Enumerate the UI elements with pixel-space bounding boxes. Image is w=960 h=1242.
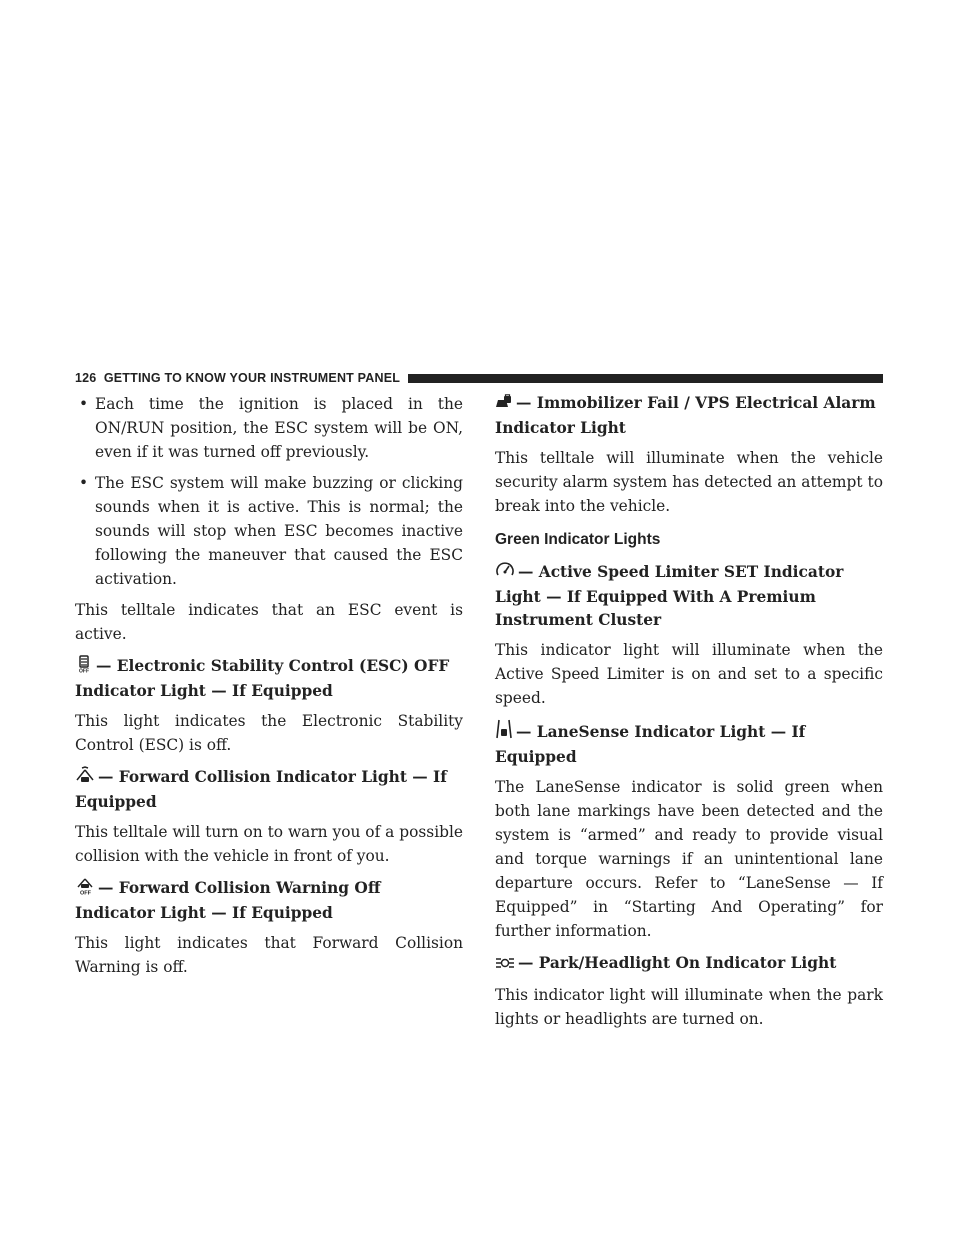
esc-off-body: This light indicates the Electronic Stability Control (ESC) is off. [75,712,463,754]
immobilizer-body: This telltale will illuminate when the vehicle security alarm system has detected an attempt to break into the vehicle. [495,449,883,515]
esc-active-text: This telltale indicates that an ESC event is active. [75,601,463,643]
lanesense-body: The LaneSense indicator is solid green when both lane markings have been detected and the system is “armed” and ready to provide visual and torque warnings if an unintentional lane departure occurs. Refer to “LaneSense — If Equipped” in “Starting And Operating” for further information. [495,778,883,940]
immobilizer-icon [495,394,513,417]
fcw-off-heading-text: — Forward Collision Warning Off Indicator Light — If Equipped [75,879,381,922]
page-number: 126 [75,371,97,385]
esc-off-heading [75,655,463,703]
bullet-dot: • [79,395,89,413]
forward-collision-off-icon [75,877,95,902]
fcw-off-heading [75,877,463,925]
svg-text:OFF: OFF [79,668,89,673]
bullet-text: The ESC system will make buzzing or clicking sounds when it is active. This is normal; the sounds will stop when ESC becomes inactive following the maneuver that caused the ESC activation. [95,474,463,588]
page-header [75,371,883,385]
esc-off-heading-text: — Electronic Stability Control (ESC) OFF Indicator Light — If Equipped [75,657,450,700]
park-headlight-heading-text: — Park/Headlight On Indicator Light [518,954,837,972]
bullet-item [75,471,463,591]
esc-off-icon [75,655,93,680]
speed-limiter-body: This indicator light will illuminate when the Active Speed Limiter is on and set to a specific speed. [495,641,883,707]
speed-limiter-heading-text: — Active Speed Limiter SET Indicator Light — If Equipped With A Premium Instrument Cluster [495,563,844,629]
immobilizer-heading-text: — Immobilizer Fail / VPS Electrical Alarm Indicator Light [495,394,876,437]
bullet-dot: • [79,474,89,492]
bullet-item [75,392,463,464]
park-headlight-heading [495,952,883,977]
park-headlight-icon [495,954,515,977]
green-indicator-title: Green Indicator Lights [495,531,661,548]
left-column [75,392,463,986]
lanesense-heading [495,719,883,769]
svg-text:OFF: OFF [80,890,91,895]
fcw-heading-text: — Forward Collision Indicator Light — If Equipped [75,768,447,811]
header-rule [408,374,883,383]
lanesense-icon [495,719,513,746]
park-headlight-body: This indicator light will illuminate when the park lights or headlights are turned on. [495,986,883,1028]
speed-limiter-heading [495,561,883,632]
bullet-text: Each time the ignition is placed in the ON/RUN position, the ESC system will be ON, even if it was turned off previously. [95,395,463,461]
forward-collision-icon [75,766,95,791]
fcw-off-body: This light indicates that Forward Collision Warning is off. [75,934,463,976]
fcw-body: This telltale will turn on to warn you of a possible collision with the vehicle in front of you. [75,823,463,865]
page-header-text [75,371,400,385]
speed-limiter-icon [495,561,515,586]
chapter-title: GETTING TO KNOW YOUR INSTRUMENT PANEL [103,371,401,385]
right-column [495,392,883,1038]
lanesense-heading-text: — LaneSense Indicator Light — If Equipped [495,723,806,766]
immobilizer-heading [495,392,883,440]
fcw-heading [75,766,463,814]
